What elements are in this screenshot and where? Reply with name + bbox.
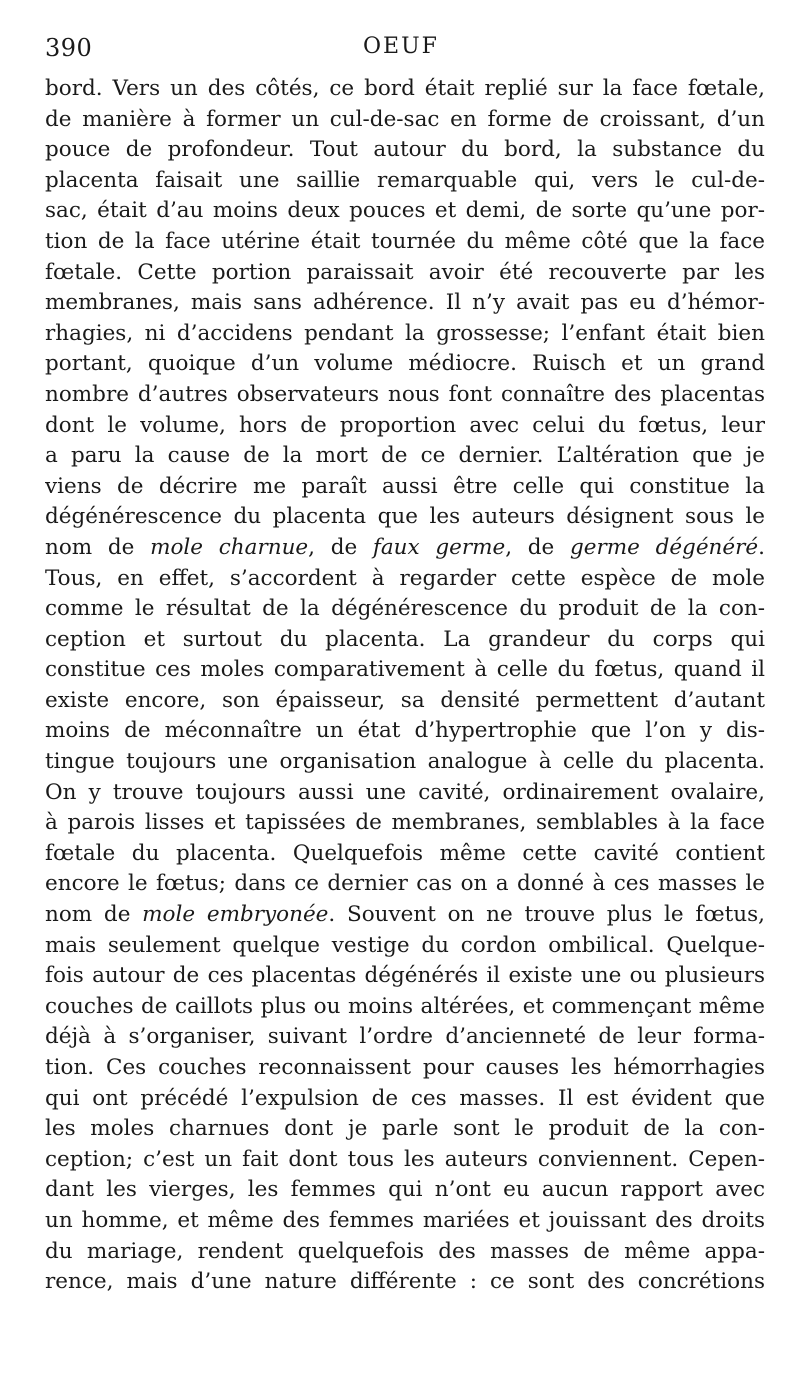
text-segment: .: [758, 534, 765, 560]
text-line: [45, 655, 765, 686]
text-line: [45, 686, 765, 717]
text-segment: dégénérescence du placenta que les auteurs désignent sous le: [45, 504, 765, 530]
text-segment: encore le fœtus; dans ce dernier cas on a donné à ces masses le: [45, 871, 765, 897]
text-line: [45, 1237, 765, 1268]
text-segment: tion. Ces couches reconnaissent pour causes les hémorrhagies: [45, 1055, 765, 1080]
text-segment: rence, mais d’une nature différente : ce sont des concrétions: [45, 1269, 765, 1295]
text-segment: constitue ces moles comparativement à celle du fœtus, quand il: [45, 657, 765, 683]
text-line: [45, 931, 765, 962]
text-segment: nom de: [45, 902, 143, 928]
text-segment: du mariage, rendent quelquefois des masses de même appa-: [45, 1238, 765, 1264]
text-line: [45, 1084, 765, 1115]
text-segment: un homme, et même des femmes mariées et jouissant des droits: [45, 1207, 765, 1233]
text-line: [45, 196, 765, 227]
text-segment: ception et surtout du placenta. La grandeur du corps qui: [45, 626, 765, 652]
text-segment: tingue toujours une organisation analogue à celle du placenta.: [45, 749, 765, 775]
text-segment: membranes, mais sans adhérence. Il n’y avait pas eu d’hémor-: [45, 290, 765, 316]
page-number: 390: [45, 34, 93, 62]
text-line: [45, 319, 765, 350]
text-segment: On y trouve toujours aussi une cavité, ordinairement ovalaire,: [45, 779, 765, 805]
text-line: [45, 227, 765, 258]
text-line: [45, 992, 765, 1023]
text-line: [45, 778, 765, 809]
text-segment: ception; c’est un fait dont tous les auteurs conviennent. Cepen-: [45, 1146, 765, 1172]
book-page: [45, 34, 765, 1298]
italic-term: mole embryonée: [142, 902, 329, 928]
text-segment: placenta faisait une saillie remarquable qui, vers le cul-de-: [45, 167, 765, 193]
text-line: [45, 1022, 765, 1053]
italic-term: germe dégénéré: [569, 534, 759, 560]
text-line: [45, 441, 765, 472]
text-segment: qui ont précédé l’expulsion de ces masses. Il est évident que: [45, 1085, 765, 1111]
text-line: [45, 502, 765, 533]
text-segment: comme le résultat de la dégénérescence du produit de la con-: [45, 596, 765, 622]
text-line: [45, 1175, 765, 1206]
text-line: [45, 1206, 765, 1237]
text-segment: rhagies, ni d’accidens pendant la grossesse; l’enfant était bien: [45, 320, 765, 346]
text-segment: mais seulement quelque vestige du cordon ombilical. Quelque-: [45, 932, 765, 958]
text-line: [45, 105, 765, 136]
text-line: [45, 533, 765, 564]
text-segment: existe encore, son épaisseur, sa densité permettent d’autant: [45, 687, 765, 713]
text-line: [45, 716, 765, 747]
text-segment: tion de la face utérine était tournée du même côté que la face: [45, 228, 765, 254]
text-segment: fœtale du placenta. Quelquefois même cette cavité contient: [45, 840, 765, 866]
text-line: [45, 166, 765, 197]
text-line: [45, 288, 765, 319]
text-segment: fois autour de ces placentas dégénérés il existe une ou plusieurs: [45, 963, 765, 989]
text-line: [45, 625, 765, 656]
text-segment: a paru la cause de la mort de ce dernier. L’altération que je: [45, 443, 765, 469]
text-line: [45, 1267, 765, 1298]
text-line: [45, 380, 765, 411]
running-title: OEUF: [363, 34, 439, 59]
text-segment: dant les vierges, les femmes qui n’ont eu aucun rapport avec: [45, 1177, 765, 1203]
text-line: [45, 1053, 765, 1084]
text-segment: dont le volume, hors de proportion avec celui du fœtus, leur: [45, 412, 765, 438]
text-segment: bord. Vers un des côtés, ce bord était replié sur la face fœtale,: [45, 76, 765, 101]
text-line: [45, 135, 765, 166]
text-line: [45, 594, 765, 625]
text-segment: à parois lisses et tapissées de membranes, semblables à la face: [45, 810, 765, 836]
text-segment: couches de caillots plus ou moins altérées, et commençant même: [45, 993, 765, 1019]
text-line: [45, 1114, 765, 1145]
text-segment: . Souvent on ne trouve plus le fœtus,: [328, 902, 765, 928]
text-line: [45, 961, 765, 992]
text-line: [45, 808, 765, 839]
text-line: [45, 74, 765, 105]
text-segment: nombre d’autres observateurs nous font connaître des placentas: [45, 381, 765, 407]
text-line: [45, 839, 765, 870]
italic-term: faux germe: [372, 534, 506, 560]
text-segment: viens de décrire me paraît aussi être celle qui constitue la: [45, 473, 765, 499]
body-text: [45, 74, 765, 1298]
text-segment: sac, était d’au moins deux pouces et demi, de sorte qu’une por-: [45, 198, 765, 224]
text-line: [45, 411, 765, 442]
text-segment: portant, quoique d’un volume médiocre. Ruisch et un grand: [45, 351, 765, 377]
text-line: [45, 900, 765, 931]
text-segment: de manière à former un cul-de-sac en forme de croissant, d’un: [45, 106, 765, 132]
text-segment: , de: [505, 534, 570, 560]
text-line: [45, 258, 765, 289]
text-segment: fœtale. Cette portion paraissait avoir été recouverte par les: [45, 259, 765, 285]
text-line: [45, 472, 765, 503]
italic-term: mole charnue: [150, 534, 309, 560]
text-segment: moins de méconnaître un état d’hypertrophie que l’on y dis-: [45, 718, 765, 744]
text-segment: les moles charnues dont je parle sont le produit de la con-: [45, 1116, 765, 1142]
text-segment: , de: [308, 534, 373, 560]
text-segment: nom de: [45, 534, 151, 560]
text-line: [45, 747, 765, 778]
text-line: [45, 349, 765, 380]
page-header: [45, 34, 765, 74]
text-segment: Tous, en effet, s’accordent à regarder cette espèce de mole: [45, 565, 765, 591]
text-segment: pouce de profondeur. Tout autour du bord, la substance du: [45, 137, 765, 163]
text-line: [45, 564, 765, 595]
text-line: [45, 1145, 765, 1176]
text-segment: déjà à s’organiser, suivant l’ordre d’ancienneté de leur forma-: [45, 1024, 765, 1050]
text-line: [45, 869, 765, 900]
